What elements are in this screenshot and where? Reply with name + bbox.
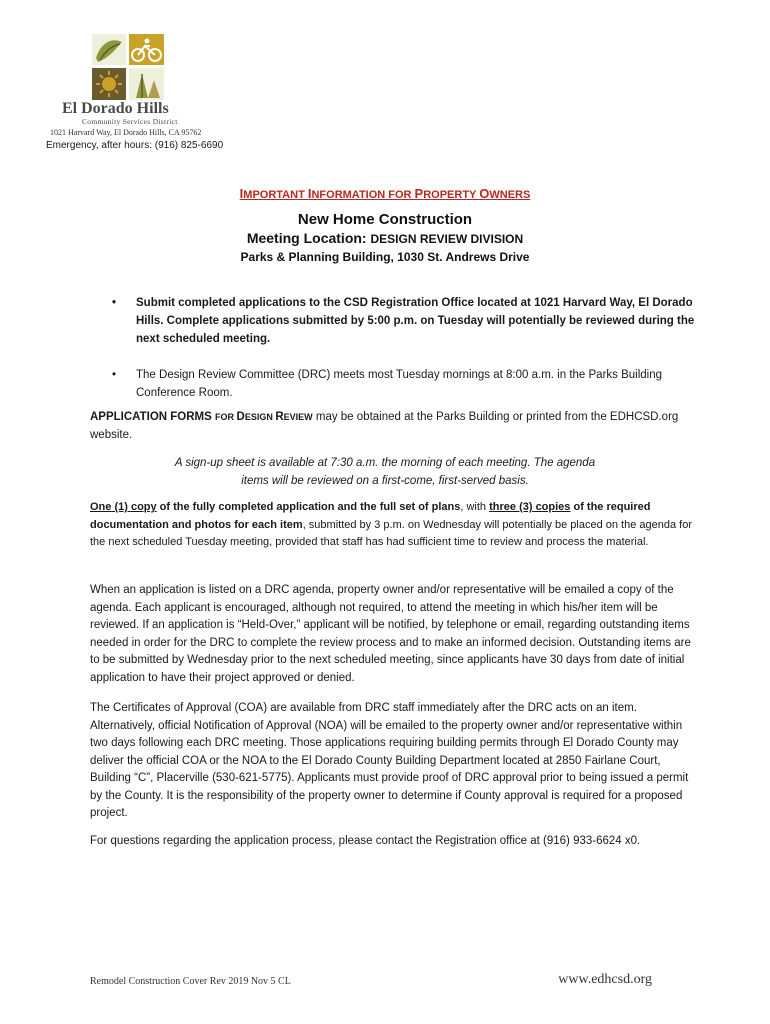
emergency-phone: Emergency, after hours: (916) 825-6690 <box>46 140 224 151</box>
questions-paragraph: For questions regarding the application process, please contact the Registration office at (916) 933-6624 x0. <box>90 835 641 847</box>
bullet-icon: • <box>112 297 117 309</box>
meeting-location: Meeting Location: DESIGN REVIEW DIVISION <box>246 230 524 246</box>
agenda-paragraph: When an application is listed on a DRC agenda, property owner and/or representative will be emailed a copy of the agenda. Each applicant is encouraged, although not required, to attend the meeting in which his/her item will be reviewed. If an application is “Held-Over,” applicant will be notified, by telephone or email, regarding outstanding items needed in order for the DRC to complete the review process and to make an informed decision. Outstanding items are to be submitted by Wednesday prior to the next scheduled meeting, since applicants have 30 days from date of initial application to have their project approved or denied. <box>90 584 691 684</box>
coa-paragraph: The Certificates of Approval (COA) are available from DRC staff immediately after the DRC acts on an item. Alternatively, official Notification of Approval (NOA) will be emailed to the property owner and/or representative within two days following each DRC meeting. Those applications requiring building permits through El Dorado County may deliver the official COA or the NOA to the El Dorado County Building Department located at 2850 Fairlane Court, Building “C”, Placerville (530-621-5775). Applicants must provide proof of DRC approval prior to being issued a permit by the County. It is the responsibility of the property owner to determine if County approval is required for a proposed project. <box>90 702 689 819</box>
list-item: • Submit completed applications to the CSD Registration Office located at 1021 Harvard Way, El Dorado Hills. Complete applications submitted by 5:00 p.m. on Tuesday will potentially be reviewed during the next scheduled meeting. <box>112 294 696 348</box>
application-forms-paragraph: APPLICATION FORMS FOR DESIGN REVIEW may be obtained at the Parks Building or printed from the EDHCSD.org website. <box>90 411 679 441</box>
signup-note: A sign-up sheet is available at 7:30 a.m. the morning of each meeting. The agenda items will be reviewed on a first-come, first-served basis. <box>174 457 596 487</box>
logo-mark-icon <box>92 34 164 100</box>
district-logo <box>92 34 164 100</box>
page-title: New Home Construction <box>297 211 473 228</box>
submission-paragraph: One (1) copy of the fully completed application and the full set of plans, with three (3) copies of the required documentation and photos for each item, submitted by 3 p.m. on Wednesday will potentially be placed on the agenda for the next scheduled Tuesday meeting, provided that staff has had sufficient time to review and process the material. <box>90 501 693 548</box>
notice-heading: IMPORTANT INFORMATION FOR PROPERTY OWNERS <box>239 186 531 201</box>
list-item: • The Design Review Committee (DRC) meets most Tuesday mornings at 8:00 a.m. in the Parks Building Conference Room. <box>112 366 696 402</box>
bullet-icon: • <box>112 369 117 381</box>
footer-website[interactable]: www.edhcsd.org <box>558 972 652 987</box>
org-address: 1021 Harvard Way, El Dorado Hills, CA 95762 <box>50 128 202 137</box>
meeting-building: Parks & Planning Building, 1030 St. Andrews Drive <box>240 250 530 264</box>
org-name: El Dorado Hills <box>62 100 169 117</box>
footer-revision: Remodel Construction Cover Rev 2019 Nov 5 CL <box>90 976 291 987</box>
org-subtitle: Community Services District <box>82 117 178 126</box>
bullet-list <box>112 294 696 402</box>
